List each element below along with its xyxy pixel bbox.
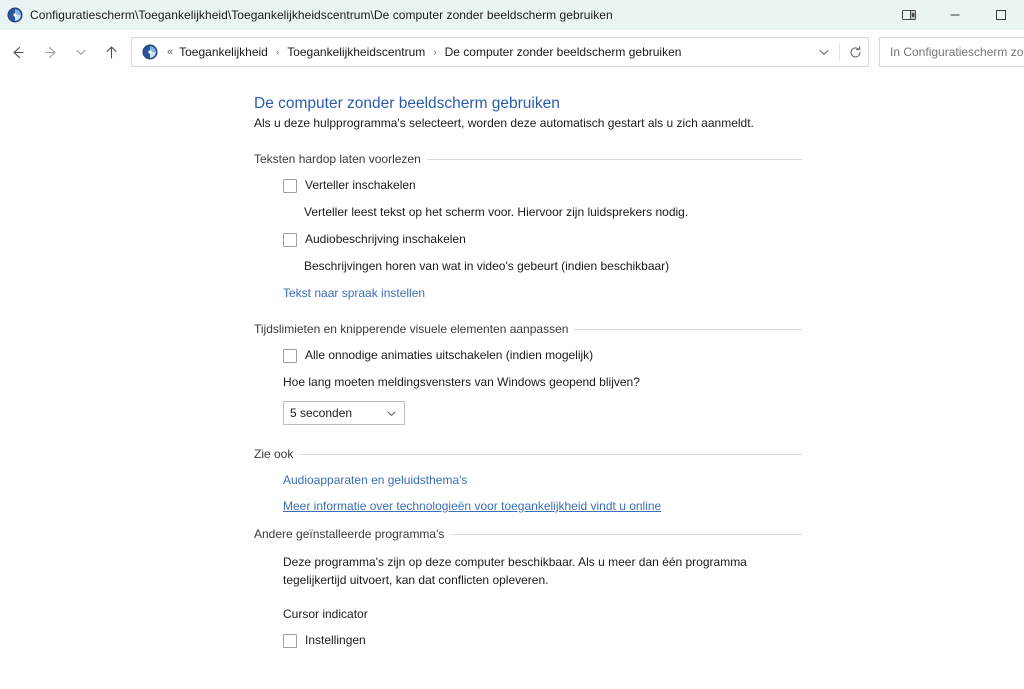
address-control-panel-icon [142,44,158,60]
maximize-icon[interactable] [978,0,1024,30]
breadcrumb-item-toegankelijkheidscentrum[interactable]: Toegankelijkheidscentrum [287,45,426,59]
disable-animations-checkbox[interactable] [283,349,297,363]
snap-layouts-icon[interactable] [886,0,932,30]
section-header [254,322,802,336]
checkbox-row-narrator[interactable] [254,178,1024,193]
link-more-info-accessibility-online[interactable]: Meer informatie over technologieën voor toegankelijkheid vindt u online [283,499,662,513]
checkbox-row-settings[interactable] [254,633,1024,648]
notification-duration-question: Hoe lang moeten meldingsvensters van Windows geopend blijven? [283,375,640,389]
other-programs-paragraph: Deze programma's zijn op deze computer beschikbaar. Als u meer dan één programma tegelijkertijd uitvoert, kan dat conflicten opleveren. [283,555,747,587]
notification-duration-question-row [254,375,1024,389]
breadcrumb-separator-icon[interactable]: › [433,46,437,58]
page-subtitle: Als u deze hulpprogramma's selecteert, worden deze automatisch gestart als u zich aanmeldt. [254,116,754,130]
refresh-icon[interactable] [842,39,868,65]
search-input[interactable] [888,44,1024,60]
narrator-checkbox[interactable] [283,179,297,193]
window-titlebar [0,0,1024,30]
section-read-aloud-heading: Teksten hardop laten voorlezen [254,152,421,166]
section-see-also-heading: Zie ook [254,447,294,461]
recent-locations-chevron-down-icon[interactable] [68,35,94,69]
section-rule [427,159,802,160]
tts-link-row[interactable] [254,286,1024,300]
section-rule [574,329,802,330]
see-also-link-row[interactable] [254,473,1024,487]
section-read-aloud [254,152,1024,300]
audio-description-checkbox[interactable] [283,233,297,247]
section-other-programs-heading: Andere geïnstalleerde programma's [254,527,445,541]
checkbox-row-audio-description[interactable] [254,232,1024,247]
minimize-icon[interactable] [932,0,978,30]
cursor-indicator-label: Cursor indicator [283,607,368,621]
chevron-down-icon [386,408,404,419]
narrator-description: Verteller leest tekst op het scherm voor. Hiervoor zijn luidsprekers nodig. [304,205,689,219]
link-audio-devices-sound-themes[interactable]: Audioapparaten en geluidsthema's [283,473,468,487]
see-also-link-row[interactable] [254,499,1024,513]
window-controls [886,0,1024,30]
section-timeouts-heading: Tijdslimieten en knipperende visuele elementen aanpassen [254,322,569,336]
section-rule [299,454,802,455]
notification-duration-value: 5 seconden [290,406,353,420]
disable-animations-checkbox-label[interactable]: Alle onnodige animaties uitschakelen (indien mogelijk) [305,348,594,362]
up-arrow-icon[interactable] [94,35,128,69]
section-see-also [254,447,1024,513]
page-content [0,72,1024,648]
link-text-to-speech-settings[interactable]: Tekst naar spraak instellen [283,286,426,300]
back-arrow-icon[interactable] [0,35,34,69]
address-history-chevron-down-icon[interactable] [811,39,837,65]
section-timeouts [254,322,1024,425]
cursor-indicator-label-row [254,607,1024,621]
section-header [254,527,802,541]
breadcrumb [166,43,811,61]
address-bar[interactable] [131,37,869,67]
narrator-description-row [254,205,1024,220]
breadcrumb-item-toegankelijkheid[interactable]: Toegankelijkheid [179,45,268,59]
control-panel-icon [7,7,23,23]
window-title: Configuratiescherm\Toegankelijkheid\Toegankelijkheidscentrum\De computer zonder beeldscherm gebruiken [30,8,613,22]
breadcrumb-item-current-page[interactable]: De computer zonder beeldscherm gebruiken [444,45,682,59]
search-box[interactable] [879,37,1024,67]
audio-description-checkbox-label[interactable]: Audiobeschrijving inschakelen [305,232,466,246]
section-header [254,447,802,461]
settings-checkbox[interactable] [283,634,297,648]
checkbox-row-disable-animations[interactable] [254,348,1024,363]
section-rule [450,534,802,535]
breadcrumb-separator-icon[interactable]: › [275,46,280,58]
section-other-programs [254,527,1024,648]
address-bar-divider [839,43,840,61]
audio-description-description-row [254,259,1024,274]
other-programs-paragraph-row [254,553,1024,589]
page-title: De computer zonder beeldscherm gebruiken [254,95,560,112]
address-bar-actions [811,39,868,65]
audio-description-description: Beschrijvingen horen van wat in video's gebeurt (indien beschikbaar) [304,259,670,273]
forward-arrow-icon[interactable] [34,35,68,69]
settings-checkbox-label[interactable]: Instellingen [305,633,366,647]
section-header [254,152,802,166]
notification-duration-select[interactable] [283,401,405,425]
breadcrumb-overflow-button[interactable]: « [167,46,174,58]
navigation-toolbar [0,30,1024,72]
narrator-checkbox-label[interactable]: Verteller inschakelen [305,178,416,192]
